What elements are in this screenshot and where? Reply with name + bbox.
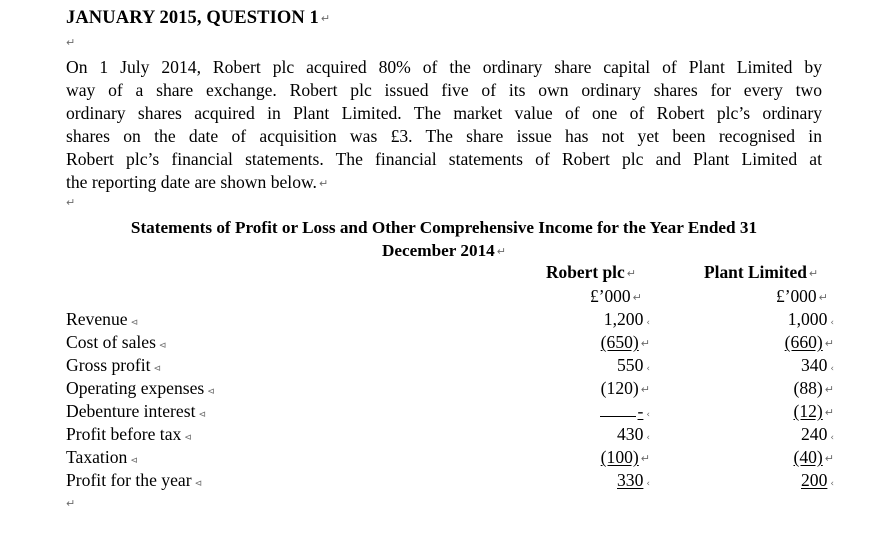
robert-value bbox=[604, 309, 650, 330]
cell-mark-icon: ↵ bbox=[824, 337, 834, 350]
plant-value bbox=[793, 378, 834, 399]
cell-end-icon: ‹ bbox=[830, 433, 834, 443]
statement-title-line2-wrap bbox=[66, 239, 822, 264]
plant-value-text: 240 bbox=[801, 424, 828, 444]
robert-value bbox=[601, 332, 650, 353]
robert-value bbox=[617, 355, 650, 376]
plant-value bbox=[793, 401, 834, 422]
cell-end-icon: ⊲ bbox=[153, 364, 162, 374]
question-heading bbox=[66, 8, 330, 29]
cell-end-icon: ‹ bbox=[830, 364, 834, 374]
unit-robert bbox=[590, 286, 642, 307]
robert-value bbox=[617, 470, 650, 491]
cell-mark-icon: ↵ bbox=[626, 267, 636, 280]
row-label-text: Revenue bbox=[66, 309, 128, 329]
plant-value bbox=[801, 470, 834, 491]
plant-value-text: 340 bbox=[801, 355, 828, 375]
row-label-text: Taxation bbox=[66, 447, 128, 467]
statement-title bbox=[66, 216, 822, 264]
plant-value-text: 200 bbox=[801, 470, 828, 490]
plant-value-text: (40) bbox=[793, 447, 823, 467]
row-label-text: Gross profit bbox=[66, 355, 151, 375]
row-label bbox=[66, 401, 206, 422]
paragraph-mark-icon: ↵ bbox=[66, 36, 76, 49]
cell-mark-icon: ↵ bbox=[640, 337, 650, 350]
plant-value bbox=[788, 309, 834, 330]
plant-value-text: 1,000 bbox=[787, 309, 828, 329]
cell-end-icon: ‹ bbox=[646, 364, 650, 374]
plant-value bbox=[793, 447, 834, 468]
question-heading-text: JANUARY 2015, QUESTION 1 bbox=[66, 8, 319, 28]
row-label-text: Cost of sales bbox=[66, 332, 156, 352]
paragraph-mark-icon: ↵ bbox=[66, 196, 76, 209]
robert-value bbox=[617, 424, 650, 445]
cell-end-icon: ‹ bbox=[646, 433, 650, 443]
statement-title-line2: December 2014 bbox=[381, 241, 495, 260]
row-label bbox=[66, 424, 192, 445]
row-label bbox=[66, 378, 215, 399]
row-label-text: Operating expenses bbox=[66, 378, 205, 398]
robert-value-text: 430 bbox=[617, 424, 644, 444]
cell-end-icon: ‹ bbox=[646, 410, 650, 420]
plant-value-text: (660) bbox=[784, 332, 823, 352]
cell-mark-icon: ↵ bbox=[808, 267, 819, 280]
plant-value-text: (12) bbox=[793, 401, 823, 421]
cell-end-icon: ‹ bbox=[830, 479, 834, 489]
plant-value bbox=[785, 332, 834, 353]
paragraph-mark-icon: ↵ bbox=[66, 497, 76, 510]
robert-value bbox=[601, 447, 650, 468]
question-paragraph bbox=[66, 56, 822, 196]
cell-mark-icon: ↵ bbox=[824, 406, 834, 419]
cell-end-icon: ⊲ bbox=[158, 341, 167, 351]
robert-value-text: 330 bbox=[617, 470, 644, 490]
robert-dash-underline bbox=[600, 402, 636, 417]
paragraph-line-text: the reporting date are shown below. bbox=[66, 172, 317, 192]
plant-value bbox=[801, 355, 834, 376]
unit-plant-text: £’000 bbox=[776, 286, 817, 306]
column-header-plant-text: Plant Limited bbox=[704, 262, 807, 282]
cell-mark-icon: ↵ bbox=[824, 452, 834, 465]
paragraph-line: shares on the date of acquisition was £3. The share issue has not yet been recognised in bbox=[66, 126, 822, 146]
cell-end-icon: ⊲ bbox=[207, 387, 215, 397]
paragraph-line-last bbox=[66, 171, 822, 196]
paragraph-line: Robert plc’s financial statements. The financial statements of Robert plc and Plant Limited at bbox=[66, 149, 822, 169]
cell-mark-icon: ↵ bbox=[640, 452, 650, 465]
cell-mark-icon: ↵ bbox=[824, 383, 834, 396]
cell-mark-icon: ↵ bbox=[632, 291, 642, 304]
plant-value bbox=[801, 424, 834, 445]
unit-plant bbox=[776, 286, 828, 307]
column-header-robert-text: Robert plc bbox=[546, 262, 625, 282]
cell-end-icon: ⊲ bbox=[130, 456, 138, 466]
row-label bbox=[66, 309, 138, 330]
paragraph-line: way of a share exchange. Robert plc issued five of its own ordinary shares for every two bbox=[66, 80, 822, 100]
plant-value-text: (88) bbox=[793, 378, 823, 398]
cell-mark-icon: ↵ bbox=[640, 383, 650, 396]
cell-mark-icon: ↵ bbox=[818, 291, 828, 304]
robert-value-text: (650) bbox=[600, 332, 639, 352]
robert-value-text: 550 bbox=[617, 355, 644, 375]
row-label-text: Debenture interest bbox=[66, 401, 196, 421]
robert-value-text: 1,200 bbox=[603, 309, 644, 329]
paragraph-mark-icon: ↵ bbox=[496, 245, 506, 258]
row-label-text: Profit for the year bbox=[66, 470, 192, 490]
cell-end-icon: ‹ bbox=[830, 318, 834, 328]
statement-title-line1: Statements of Profit or Loss and Other Comprehensive Income for the Year Ended 31 bbox=[130, 218, 758, 237]
cell-end-icon: ⊲ bbox=[184, 433, 192, 443]
robert-value-text: (120) bbox=[600, 378, 639, 398]
paragraph-line: On 1 July 2014, Robert plc acquired 80% of the ordinary share capital of Plant Limited by bbox=[66, 57, 822, 77]
robert-value-text: (100) bbox=[600, 447, 639, 467]
cell-end-icon: ‹ bbox=[646, 318, 650, 328]
column-header-robert bbox=[546, 262, 636, 283]
paragraph-line: ordinary shares acquired in Plant Limited. The market value of one of Robert plc’s ordinary bbox=[66, 103, 822, 123]
row-label bbox=[66, 447, 138, 468]
row-label bbox=[66, 470, 202, 491]
paragraph-mark-icon: ↵ bbox=[318, 177, 329, 190]
cell-end-icon: ‹ bbox=[646, 479, 650, 489]
unit-robert-text: £’000 bbox=[590, 286, 631, 306]
column-header-plant bbox=[704, 262, 818, 283]
paragraph-mark-icon: ↵ bbox=[320, 12, 331, 25]
cell-end-icon: ⊲ bbox=[130, 318, 139, 328]
robert-value bbox=[601, 378, 650, 399]
row-label bbox=[66, 332, 166, 353]
row-label-text: Profit before tax bbox=[66, 424, 182, 444]
row-label bbox=[66, 355, 161, 376]
cell-end-icon: ⊲ bbox=[194, 479, 203, 489]
robert-value bbox=[600, 401, 650, 422]
cell-end-icon: ⊲ bbox=[198, 410, 207, 420]
robert-value-text: - bbox=[637, 401, 644, 421]
